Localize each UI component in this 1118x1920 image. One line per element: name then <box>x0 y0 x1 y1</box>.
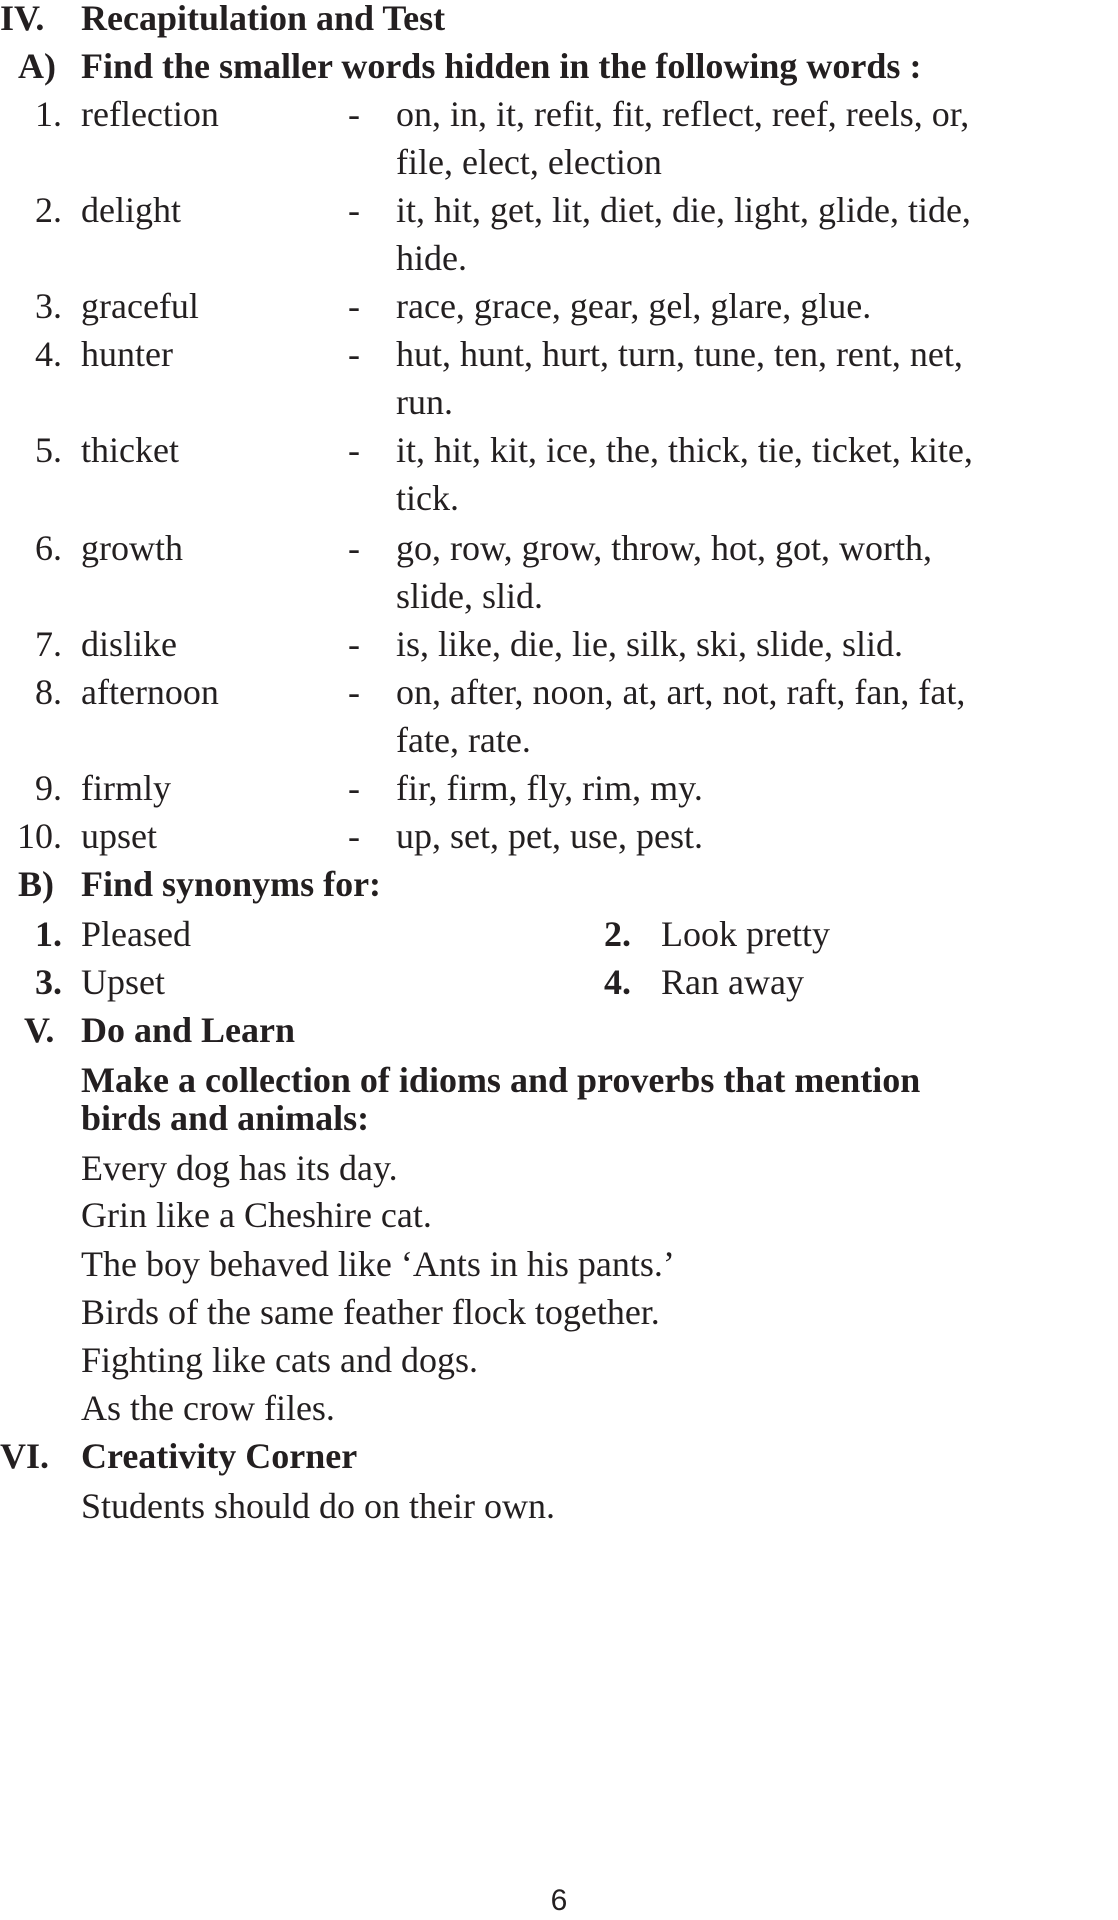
item-answer-line1: hut, hunt, hurt, turn, tune, ten, rent, net, <box>396 334 963 374</box>
item-answer-line2: slide, slid. <box>396 576 544 616</box>
section-v-numeral: V. <box>24 1010 55 1050</box>
item-word: delight <box>81 190 181 230</box>
item-dash: - <box>348 768 360 808</box>
item-answer-line1: it, hit, kit, ice, the, thick, tie, ticket, kite, <box>396 430 973 470</box>
item-number: 2. <box>35 190 62 230</box>
item-answer-line1: is, like, die, lie, silk, ski, slide, slid. <box>396 624 903 664</box>
item-word: graceful <box>81 286 199 326</box>
item-answer-line2: tick. <box>396 478 459 518</box>
section-vi-text: Students should do on their own. <box>81 1486 555 1526</box>
section-v-title: Do and Learn <box>81 1010 296 1050</box>
section-vi-numeral: VI. <box>0 1436 50 1476</box>
idiom-text: Birds of the same feather flock together. <box>81 1292 660 1332</box>
item-dash: - <box>348 286 360 326</box>
part-b-instruction: Find synonyms for: <box>81 864 382 904</box>
item-dash: - <box>348 430 360 470</box>
item-word: thicket <box>81 430 179 470</box>
synonym-number: 3. <box>35 962 62 1002</box>
instruction-text: birds and animals: <box>81 1098 370 1138</box>
item-number: 1. <box>35 94 62 134</box>
item-dash: - <box>348 816 360 856</box>
synonym-word: Look pretty <box>661 914 830 954</box>
item-number: 4. <box>35 334 62 374</box>
item-answer-line1: fir, firm, fly, rim, my. <box>396 768 703 808</box>
item-word: reflection <box>81 94 219 134</box>
item-answer-line1: it, hit, get, lit, diet, die, light, glide, tide, <box>396 190 971 230</box>
item-word: firmly <box>81 768 171 808</box>
item-dash: - <box>348 334 360 374</box>
synonym-number: 2. <box>604 914 631 954</box>
synonym-word: Ran away <box>661 962 804 1002</box>
item-answer-line2: file, elect, election <box>396 142 662 182</box>
item-number: 9. <box>35 768 62 808</box>
idiom-text: Fighting like cats and dogs. <box>81 1340 478 1380</box>
item-number: 6. <box>35 528 62 568</box>
part-b-marker: B) <box>18 864 54 904</box>
item-number: 10. <box>17 816 62 856</box>
section-vi-title: Creativity Corner <box>81 1436 358 1476</box>
idiom-text: As the crow files. <box>81 1388 335 1428</box>
item-word: growth <box>81 528 183 568</box>
section-iv-title: Recapitulation and Test <box>81 0 446 38</box>
item-dash: - <box>348 672 360 712</box>
item-answer-line2: hide. <box>396 238 467 278</box>
item-word: afternoon <box>81 672 219 712</box>
idiom-text: The boy behaved like ‘Ants in his pants.’ <box>81 1244 675 1284</box>
item-dash: - <box>348 190 360 230</box>
item-answer-line2: fate, rate. <box>396 720 531 760</box>
part-a-instruction: Find the smaller words hidden in the following words : <box>81 46 922 86</box>
synonym-word: Upset <box>81 962 165 1002</box>
page-number: 6 <box>550 1884 568 1917</box>
item-word: dislike <box>81 624 177 664</box>
idiom-text: Every dog has its day. <box>81 1148 398 1188</box>
synonym-word: Pleased <box>81 914 191 954</box>
synonym-number: 4. <box>604 962 631 1002</box>
item-number: 8. <box>35 672 62 712</box>
item-number: 7. <box>35 624 62 664</box>
item-answer-line1: on, after, noon, at, art, not, raft, fan, fat, <box>396 672 966 712</box>
item-dash: - <box>348 94 360 134</box>
idiom-text: Grin like a Cheshire cat. <box>81 1195 432 1235</box>
item-dash: - <box>348 528 360 568</box>
section-iv-numeral: IV. <box>0 0 45 38</box>
item-answer-line1: on, in, it, refit, fit, reflect, reef, reels, or, <box>396 94 970 134</box>
item-dash: - <box>348 624 360 664</box>
synonym-number: 1. <box>35 914 62 954</box>
item-word: hunter <box>81 334 173 374</box>
item-answer-line1: race, grace, gear, gel, glare, glue. <box>396 286 872 326</box>
instruction-text: Make a collection of idioms and proverbs that mention <box>81 1060 921 1100</box>
item-number: 5. <box>35 430 62 470</box>
item-answer-line1: up, set, pet, use, pest. <box>396 816 703 856</box>
item-answer-line1: go, row, grow, throw, hot, got, worth, <box>396 528 932 568</box>
item-word: upset <box>81 816 157 856</box>
item-number: 3. <box>35 286 62 326</box>
item-answer-line2: run. <box>396 382 453 422</box>
part-a-marker: A) <box>18 46 56 86</box>
